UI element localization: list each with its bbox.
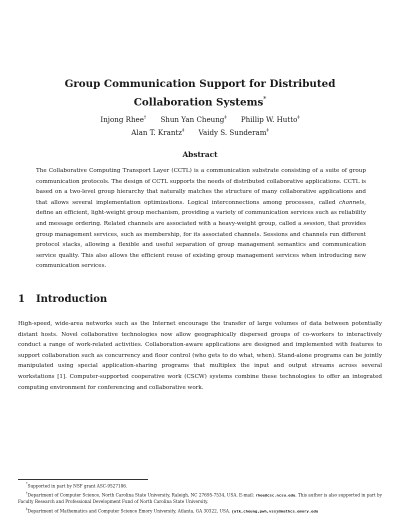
email-rhee: rhee@csc.ncsu.edu <box>255 492 296 498</box>
author: Shun Yan Cheung‡ <box>160 115 227 125</box>
author-row-1 <box>40 113 360 125</box>
introduction-text: High-speed, wide-area networks such as the Internet encourage the transfer of large volumes of data between potentially distant hosts. Novel collaborative technologies now allow geographically dispersed groups of co-workers to interactively conduct a range of work-related activities. Collaboration-aware applications are designed and implemented with features to support collaboration such as concurrency and floor control (who gets to do what, when). Stand-alone programs can be jointly manipulated using special application-sharing programs that multiplex the input and output streams across several workstations [1]. Computer-supported cooperative work (CSCW) systems combine these technologies to offer an integrated computing environment for conferencing and collaborative work. <box>18 321 382 391</box>
term-session: session <box>303 220 325 227</box>
footnote-rule <box>18 479 148 480</box>
section-title: Introduction <box>35 294 108 305</box>
footnote-1: *Supported in part by NSF grant ASC-9527186. <box>26 482 128 489</box>
title-line-1: Group Communication Support for Distributed <box>64 78 336 90</box>
section-number: 1 <box>18 294 25 305</box>
section-heading <box>18 294 107 305</box>
author: Phillip W. Hutto‡ <box>240 115 300 125</box>
footnote-3: ‡Department of Mathematics and Computer Science Emory University, Atlanta, GA 30322, USA. {atk,cheung,pwh,vss}@mathcs.emory.edu <box>26 506 319 514</box>
email-emory: {atk,cheung,pwh,vss}@mathcs.emory.edu <box>231 508 319 514</box>
title-line-2-text: Collaboration Systems <box>133 96 264 109</box>
paper-title <box>40 77 360 110</box>
footnote-2: †Department of Computer Science, North Carolina State University, Raleigh, NC 27695-7534, USA. E-mail: rhee@csc.ncsu.edu. This author is also supported in part by Faculty Research and Professional Development Fund of North Carolina State University. <box>18 491 382 505</box>
author: Injong Rhee† <box>100 115 147 125</box>
author: Alan T. Krantz‡ <box>131 127 185 137</box>
author-row-2 <box>40 125 360 137</box>
title-footnote-mark: * <box>263 96 267 103</box>
footnotes <box>18 481 382 515</box>
author-list <box>40 113 360 138</box>
term-channels: channels <box>338 199 365 206</box>
abstract-text: The Collaborative Computing Transport Layer (CCTL) is a communication substrate consisting of a suite of group communication protocols. The design of CCTL supports the needs of distributed collaborative applications. CCTL is based on a two-level group hierarchy that naturally matches the structure of many collaborative applications and that allows several implementation optimizations. Logical interconnections among processes, called channels, define an efficient, light-weight group mechanism, providing a variety of communication services such as reliability and message ordering. Related channels are associated with a heavy-weight group, called a session, that provides group management services, such as membership, for its associated channels. Sessions and channels run different protocol stacks, allowing a flexible and useful separation of group management semantics and communication service quality. This also allows the efficient reuse of existing group management services when introducing new communication services. <box>36 168 366 270</box>
title-line-2 <box>40 92 360 110</box>
abstract-heading: Abstract <box>182 150 218 159</box>
author: Vaidy S. Sunderam‡ <box>198 127 269 137</box>
